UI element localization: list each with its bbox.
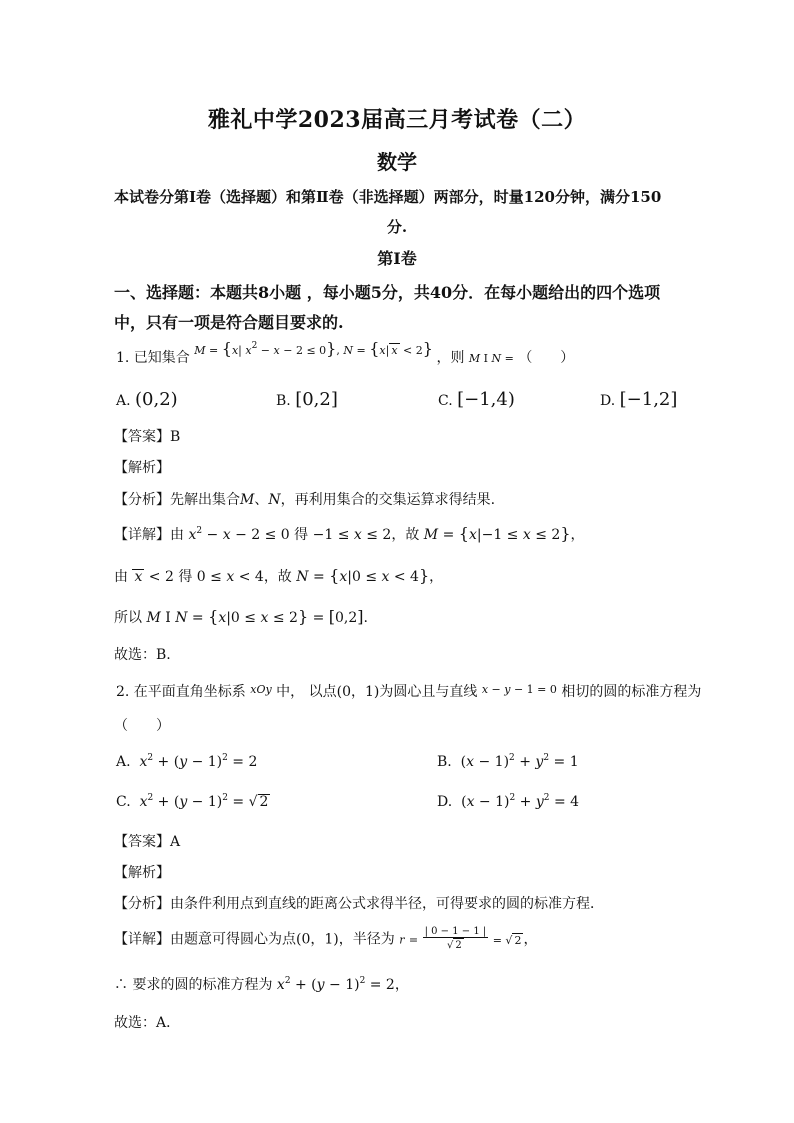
- q1-option-d: [600, 389, 677, 410]
- q2-stem-b: 中， 以点(0，1)为圆心且与直线: [276, 684, 478, 700]
- q1-option-c: [438, 389, 515, 410]
- q2-option-d-label: D.: [437, 794, 453, 810]
- q1-option-b-label: B.: [276, 393, 291, 409]
- section-heading-line-1: 一、选择题：本题共8小题 ，每小题5分，共40分．在每小题给出的四个选项: [114, 283, 661, 302]
- q2-stem-c: 相切的圆的标准方程为: [561, 684, 702, 700]
- q1-option-a-label: A.: [116, 393, 131, 409]
- q1-detail-line-3: 所以 M Ι N = {x|0 ≤ x ≤ 2} = [0,2].: [114, 607, 368, 626]
- q1-fenxi: 【分析】先解出集合M、N，再利用集合的交集运算求得结果.: [114, 492, 496, 508]
- q2-xiangjie-tag: 【详解】: [114, 931, 170, 948]
- q1-sets-formula: M = {x| x2 − x − 2 ≤ 0}, N = {x| x < 2}: [194, 339, 433, 358]
- q1-detail-line-2: 由 x < 2 得 0 ≤ x < 4，故 N = {x|0 ≤ x < 4}，: [114, 566, 444, 585]
- q2-detail-line-1: 【详解】由题意可得圆心为点(0，1)，半径为 r = $\frac{| 0 - 1 - 1 |}{√ 2}$ = √ 2 ，: [114, 926, 538, 951]
- q1-intersection-formula: M Ι N =: [468, 352, 514, 365]
- q2-detail-line-2: ∴ 要求的圆的标准方程为 $x^2 + (y - 1)^2 = 2$，: [114, 976, 409, 993]
- q2-answer-value: A: [170, 834, 181, 850]
- intro-line-2: 分.: [386, 218, 408, 236]
- q2-option-a-label: A.: [116, 754, 131, 770]
- page-title: 雅礼中学2023届高三月考试卷（二）: [207, 107, 587, 133]
- q2-answer: [114, 831, 180, 851]
- q1-stem: [116, 339, 575, 367]
- q1-fenxi-tag: 【分析】: [114, 492, 170, 508]
- q2-stem: 2. 在平面直角坐标系 $^{xOy}$ 中， 以点(0，1)为圆心且与直线 $^{x - y - 1 = 0}$ 相切的圆的标准方程为: [116, 683, 702, 700]
- q1-option-c-value: [−1,4): [457, 389, 515, 410]
- q2-fenxi: [114, 893, 604, 913]
- q2-option-b-label: B.: [437, 754, 452, 770]
- q1-option-a: [116, 389, 178, 410]
- q1-fenxi-text2: ，再利用集合的交集运算求得结果.: [280, 492, 496, 508]
- q1-detail1-c: ，故: [391, 527, 420, 543]
- q2-detail1-a: 由题意可得圆心为点(0，1)，半径为: [170, 931, 395, 948]
- q1-fenxi-text: 先解出集合: [170, 492, 240, 508]
- q1-option-a-value: (0,2): [135, 389, 178, 410]
- q1-option-b: [276, 389, 338, 410]
- subject-title: 数学: [377, 150, 417, 174]
- q1-stem-blank: （ ）: [518, 350, 575, 366]
- q2-option-b: B. $(x - 1)^2 + y^2 = 1$: [437, 753, 579, 770]
- q2-answer-tag: 【答案】: [114, 834, 170, 850]
- intro-line-1: 本试卷分第Ⅰ卷（选择题）和第Ⅱ卷（非选择题）两部分，时量120分钟，满分150: [114, 188, 662, 206]
- q2-fenxi-tag: 【分析】: [114, 896, 170, 912]
- q1-answer-value: B: [170, 429, 181, 445]
- q1-xiangjie-tag: 【详解】: [114, 527, 170, 543]
- q2-detail2-a: ∴ 要求的圆的标准方程为: [114, 977, 273, 993]
- q1-detail2-b: 得: [178, 569, 193, 585]
- q1-conclusion: 故选：B.: [114, 647, 171, 663]
- q2-stem-blank: （ ）: [114, 718, 170, 734]
- q2-option-d: D. $(x - 1)^2 + y^2 = 4$: [437, 793, 580, 810]
- q1-detail3-a: 所以: [114, 610, 142, 626]
- q2-option-a: A. $x^2 + (y - 1)^2 = 2$: [116, 753, 258, 770]
- q1-detail1-b: 得: [294, 527, 309, 543]
- radius-fraction: $\frac{| 0 - 1 - 1 |}{√ 2}$: [424, 926, 487, 951]
- q1-answer: [114, 426, 180, 446]
- q2-stem-a: 2. 在平面直角坐标系: [116, 684, 246, 700]
- q1-detail1-a: 由: [170, 527, 184, 543]
- volume-heading: 第Ⅰ卷: [377, 249, 417, 268]
- q1-answer-tag: 【答案】: [114, 429, 170, 445]
- q1-option-c-label: C.: [438, 393, 453, 409]
- section-heading-line-2: 中，只有一项是符合题目要求的.: [114, 313, 344, 332]
- q2-analysis-tag: 【解析】: [114, 865, 170, 881]
- q1-stem-suffix: ，则: [436, 350, 465, 366]
- q1-option-d-label: D.: [600, 393, 616, 409]
- q2-option-c: C. $x^2 + (y - 1)^2$ = √ 2: [116, 793, 269, 810]
- q2-fenxi-text: 由条件利用点到直线的距离公式求得半径，可得要求的圆的标准方程．: [170, 896, 604, 912]
- q2-option-c-label: C.: [116, 794, 131, 810]
- q1-detail2-c: ，故: [263, 569, 292, 585]
- q1-stem-prefix: 1. 已知集合: [116, 350, 190, 366]
- q1-detail-line-1: 【详解】由 $x^2 - x - 2 \le 0$ 得 −1 ≤ x ≤ 2，故 M = {x|−1 ≤ x ≤ 2}，: [114, 524, 585, 543]
- q1-option-b-value: [0,2]: [295, 389, 338, 410]
- q2-conclusion: 故选：A．: [114, 1015, 181, 1031]
- q1-analysis-tag: 【解析】: [114, 460, 170, 476]
- q1-detail2-a: 由: [114, 569, 128, 585]
- q1-option-d-value: [−1,2]: [619, 389, 678, 410]
